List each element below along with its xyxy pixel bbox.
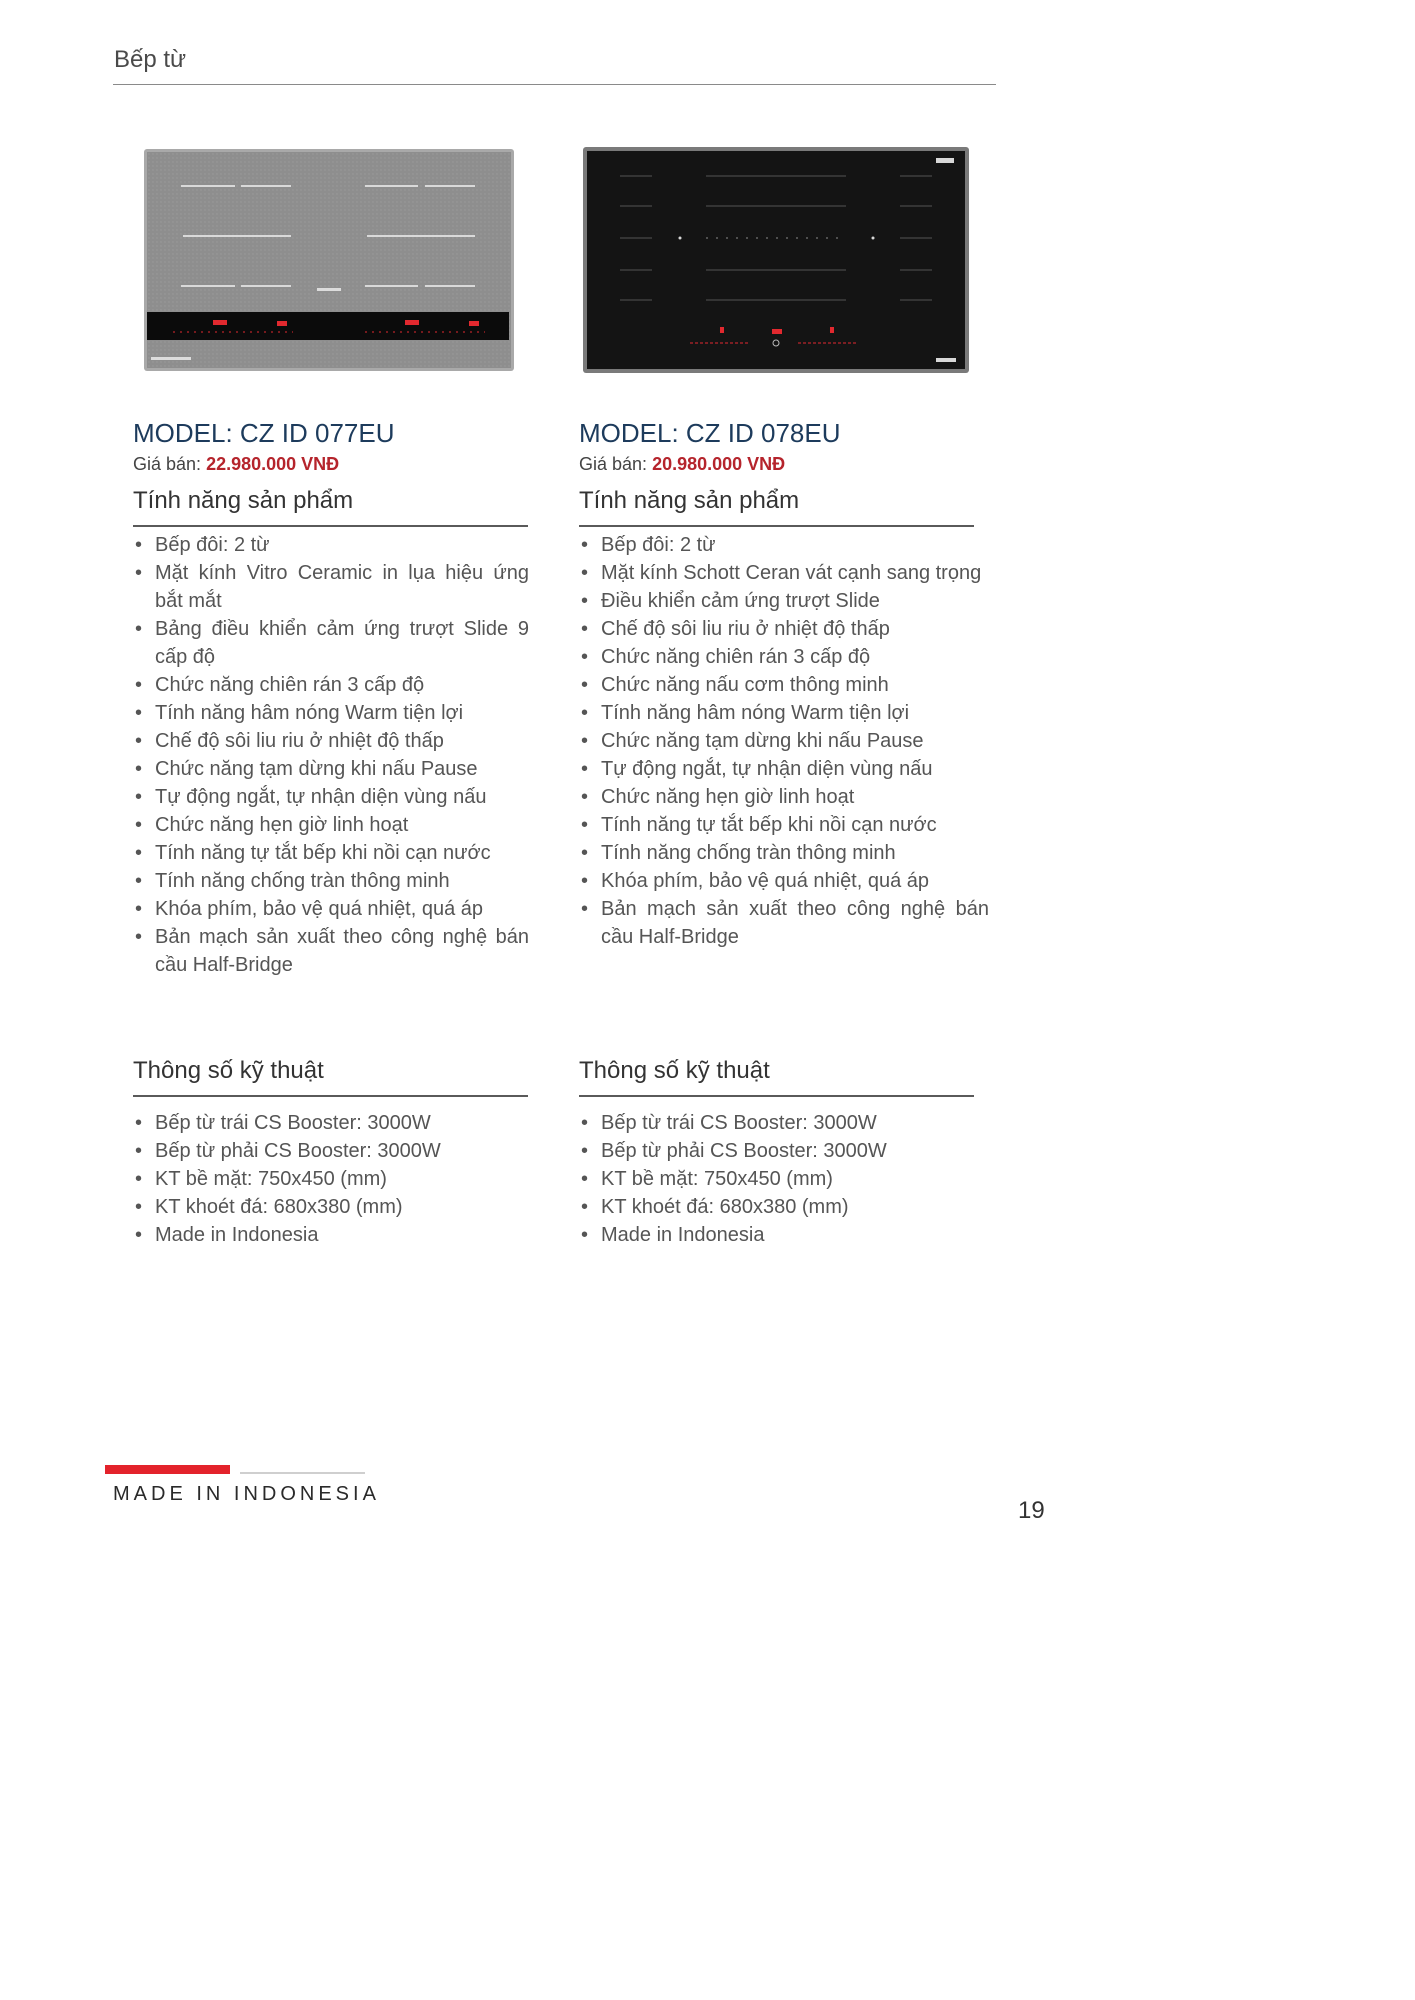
specs-list <box>579 1109 975 1249</box>
divider <box>579 1095 974 1097</box>
footer-made-in: MADE IN INDONESIA <box>113 1483 380 1505</box>
list-item: • KT bề mặt: 750x450 (mm) <box>579 1165 975 1193</box>
list-item: • Tính năng chống tràn thông minh <box>579 839 989 867</box>
list-item: • Chế độ sôi liu riu ở nhiệt độ thấp <box>579 615 989 643</box>
footer-bar-white <box>240 1465 365 1474</box>
list-item: • Tính năng hâm nóng Warm tiện lợi <box>133 699 529 727</box>
divider <box>133 1095 528 1097</box>
list-item: • Bản mạch sản xuất theo công nghệ bán cầu Half-Bridge <box>579 895 989 951</box>
price-line <box>133 454 339 475</box>
specs-title: Thông số kỹ thuật <box>579 1057 770 1084</box>
list-item: • Bếp đôi: 2 từ <box>133 531 529 559</box>
price-value: 22.980.000 VNĐ <box>206 454 340 474</box>
price-label: Giá bán: <box>133 454 202 474</box>
list-item: • Điều khiển cảm ứng trượt Slide <box>579 587 989 615</box>
list-item: • Bếp từ trái CS Booster: 3000W <box>133 1109 529 1137</box>
list-item: • Chức năng tạm dừng khi nấu Pause <box>579 727 989 755</box>
list-item: • Chức năng nấu cơm thông minh <box>579 671 989 699</box>
page-number: 19 <box>1018 1497 1045 1524</box>
price-value: 20.980.000 VNĐ <box>652 454 786 474</box>
list-item: • Bảng điều khiển cảm ứng trượt Slide 9 cấp độ <box>133 615 529 671</box>
list-item: • KT khoét đá: 680x380 (mm) <box>579 1193 975 1221</box>
list-item: • Tự động ngắt, tự nhận diện vùng nấu <box>579 755 989 783</box>
product-image-grey-hob <box>143 148 527 374</box>
list-item: • Khóa phím, bảo vệ quá nhiệt, quá áp <box>133 895 529 923</box>
features-list <box>579 531 989 951</box>
specs-list <box>133 1109 529 1249</box>
features-title: Tính năng sản phẩm <box>579 487 800 514</box>
list-item: • KT bề mặt: 750x450 (mm) <box>133 1165 529 1193</box>
price-line <box>579 454 785 475</box>
product-model: MODEL: CZ ID 077EU <box>133 418 395 448</box>
price-label: Giá bán: <box>579 454 648 474</box>
specs-title: Thông số kỹ thuật <box>133 1057 324 1084</box>
product-model: MODEL: CZ ID 078EU <box>579 418 841 448</box>
list-item: • Bếp từ trái CS Booster: 3000W <box>579 1109 975 1137</box>
list-item: • Khóa phím, bảo vệ quá nhiệt, quá áp <box>579 867 989 895</box>
list-item: • Tính năng chống tràn thông minh <box>133 867 529 895</box>
list-item: • Bếp đôi: 2 từ <box>579 531 989 559</box>
list-item: • Mặt kính Vitro Ceramic in lụa hiệu ứng bắt mắt <box>133 559 529 615</box>
list-item: • Bếp từ phải CS Booster: 3000W <box>579 1137 975 1165</box>
divider <box>133 525 528 527</box>
list-item: • Bếp từ phải CS Booster: 3000W <box>133 1137 529 1165</box>
divider <box>579 525 974 527</box>
list-item: • Chức năng hẹn giờ linh hoạt <box>579 783 989 811</box>
list-item: • Chế độ sôi liu riu ở nhiệt độ thấp <box>133 727 529 755</box>
list-item: • Made in Indonesia <box>133 1221 529 1249</box>
footer-bar-red <box>105 1465 230 1474</box>
list-item: • Tự động ngắt, tự nhận diện vùng nấu <box>133 783 529 811</box>
product-column-right <box>579 0 989 1300</box>
list-item: • KT khoét đá: 680x380 (mm) <box>133 1193 529 1221</box>
list-item: • Tính năng tự tắt bếp khi nồi cạn nước <box>579 811 989 839</box>
list-item: • Chức năng tạm dừng khi nấu Pause <box>133 755 529 783</box>
list-item: • Chức năng chiên rán 3 cấp độ <box>579 643 989 671</box>
list-item: • Mặt kính Schott Ceran vát cạnh sang trọng <box>579 559 989 587</box>
page-title: Bếp từ <box>114 46 187 73</box>
product-image-black-hob <box>582 146 972 376</box>
list-item: • Bản mạch sản xuất theo công nghệ bán cầu Half-Bridge <box>133 923 529 979</box>
features-title: Tính năng sản phẩm <box>133 487 354 514</box>
list-item: • Tính năng hâm nóng Warm tiện lợi <box>579 699 989 727</box>
product-column-left <box>133 0 533 1300</box>
features-list <box>133 531 529 979</box>
list-item: • Made in Indonesia <box>579 1221 975 1249</box>
list-item: • Chức năng chiên rán 3 cấp độ <box>133 671 529 699</box>
list-item: • Tính năng tự tắt bếp khi nồi cạn nước <box>133 839 529 867</box>
list-item: • Chức năng hẹn giờ linh hoạt <box>133 811 529 839</box>
